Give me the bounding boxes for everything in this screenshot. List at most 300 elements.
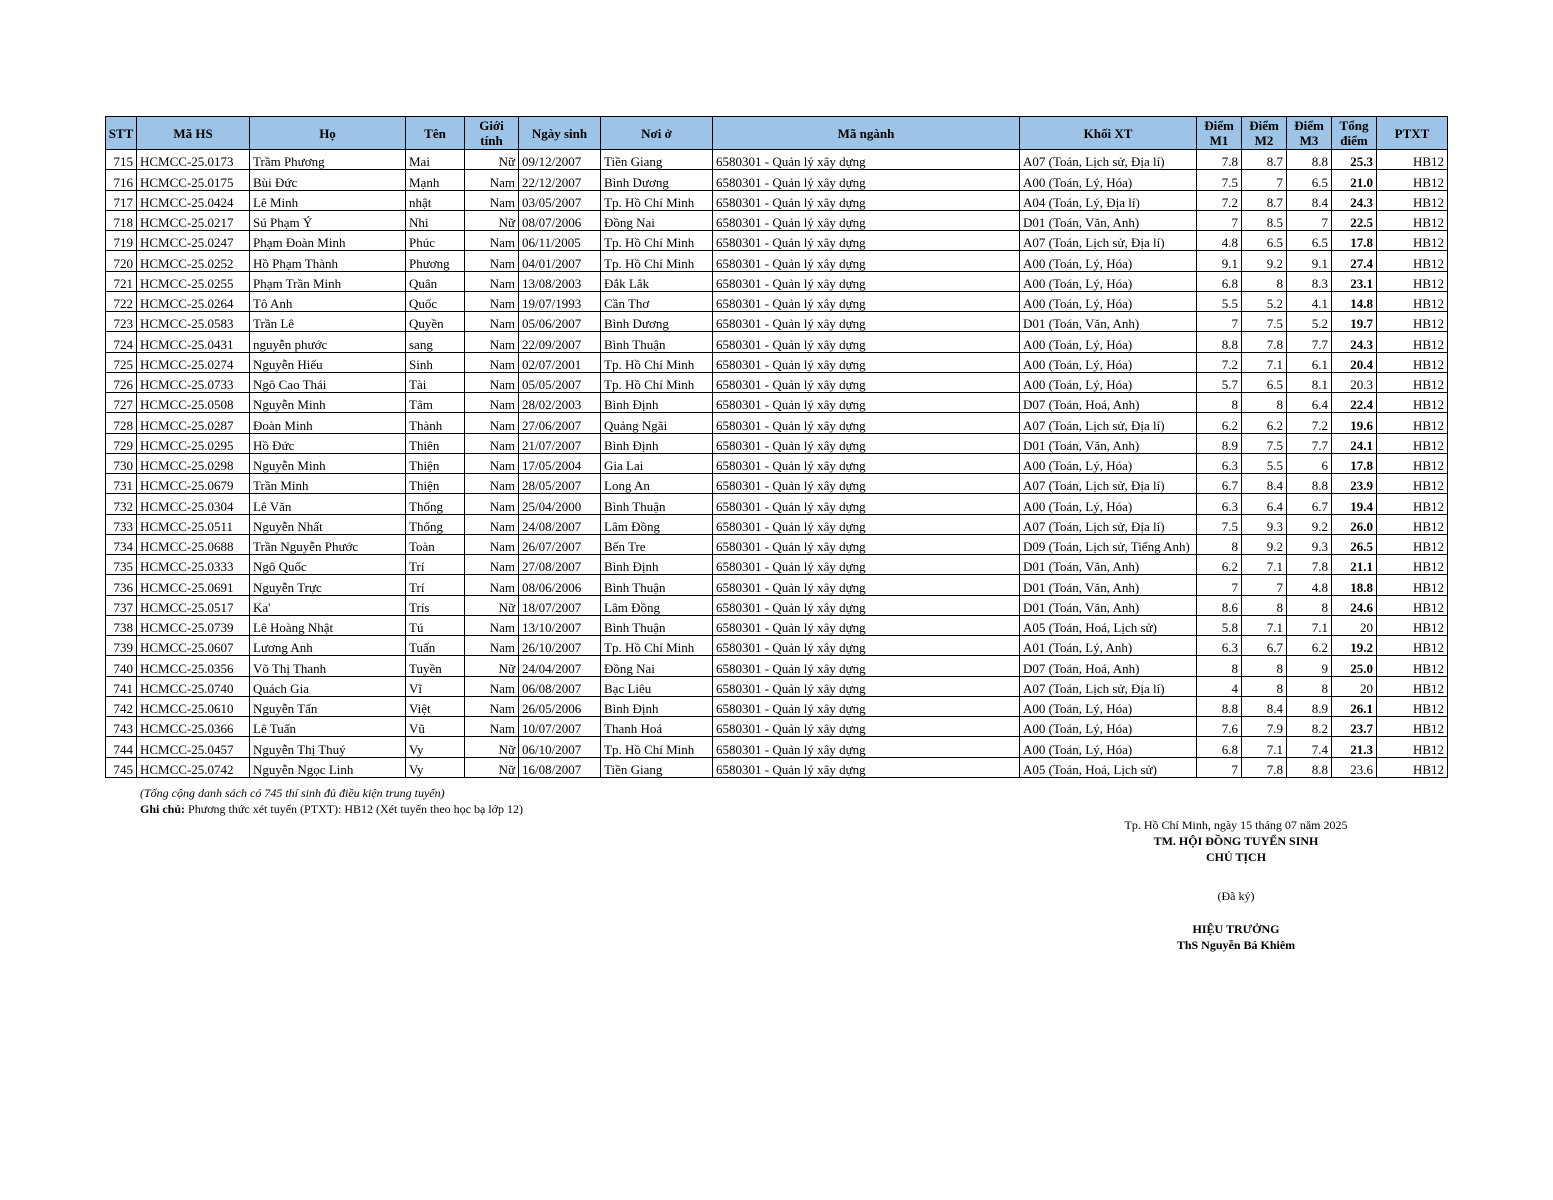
table-row [106, 737, 1448, 757]
table-cell: 734 [106, 534, 137, 554]
table-cell: HCMCC-25.0274 [137, 352, 250, 372]
table-cell: 6580301 - Quản lý xây dựng [713, 393, 1020, 413]
table-cell: Nam [465, 494, 519, 514]
table-cell: HCMCC-25.0252 [137, 251, 250, 271]
table-cell: 20 [1332, 676, 1377, 696]
table-cell: 8 [1287, 676, 1332, 696]
table-cell: 717 [106, 190, 137, 210]
table-cell: HCMCC-25.0508 [137, 393, 250, 413]
table-cell: HB12 [1377, 372, 1448, 392]
table-cell: 6580301 - Quản lý xây dựng [713, 595, 1020, 615]
table-cell: A00 (Toán, Lý, Hóa) [1020, 494, 1197, 514]
signed-mark: (Đã ký) [1217, 889, 1255, 903]
table-cell: 5.2 [1242, 291, 1287, 311]
table-cell: HB12 [1377, 717, 1448, 737]
table-cell: 7.5 [1197, 514, 1242, 534]
table-cell: 7.9 [1242, 717, 1287, 737]
table-cell: A07 (Toán, Lịch sử, Địa lí) [1020, 231, 1197, 251]
table-cell: 6580301 - Quản lý xây dựng [713, 575, 1020, 595]
table-cell: 5.2 [1287, 312, 1332, 332]
table-cell: Quân [406, 271, 465, 291]
table-cell: Tp. Hồ Chí Minh [601, 190, 713, 210]
table-cell: 6.2 [1287, 636, 1332, 656]
table-cell: HB12 [1377, 595, 1448, 615]
table-cell: Nguyễn Hiếu [250, 352, 406, 372]
table-cell: Nam [465, 514, 519, 534]
table-cell: 8.4 [1242, 696, 1287, 716]
table-cell: 7.8 [1242, 332, 1287, 352]
table-cell: 723 [106, 312, 137, 332]
table-cell: Phạm Trần Minh [250, 271, 406, 291]
table-cell: 6580301 - Quản lý xây dựng [713, 312, 1020, 332]
table-cell: 7 [1242, 170, 1287, 190]
table-row [106, 676, 1448, 696]
table-cell: 6 [1287, 453, 1332, 473]
table-cell: HB12 [1377, 352, 1448, 372]
table-cell: 19/07/1993 [519, 291, 601, 311]
table-cell: 6.5 [1242, 231, 1287, 251]
table-cell: Quyền [406, 312, 465, 332]
table-cell: Nguyễn Trực [250, 575, 406, 595]
table-cell: 6580301 - Quản lý xây dựng [713, 372, 1020, 392]
table-cell: 26/07/2007 [519, 534, 601, 554]
table-cell: Hồ Đức [250, 433, 406, 453]
table-cell: Bình Dương [601, 170, 713, 190]
table-cell: Tiền Giang [601, 150, 713, 170]
table-cell: 6580301 - Quản lý xây dựng [713, 636, 1020, 656]
table-cell: 6.8 [1197, 737, 1242, 757]
table-cell: 23.1 [1332, 271, 1377, 291]
table-cell: Nam [465, 534, 519, 554]
table-cell: 719 [106, 231, 137, 251]
table-row [106, 494, 1448, 514]
table-cell: 7.2 [1197, 352, 1242, 372]
table-cell: 14.8 [1332, 291, 1377, 311]
table-cell: 729 [106, 433, 137, 453]
table-cell: 6.5 [1287, 231, 1332, 251]
table-row [106, 291, 1448, 311]
table-cell: Mạnh [406, 170, 465, 190]
table-cell: HCMCC-25.0304 [137, 494, 250, 514]
table-cell: Bình Định [601, 433, 713, 453]
table-cell: Nam [465, 291, 519, 311]
table-cell: 6580301 - Quản lý xây dựng [713, 676, 1020, 696]
table-cell: A00 (Toán, Lý, Hóa) [1020, 170, 1197, 190]
table-cell: Trần Lê [250, 312, 406, 332]
table-row [106, 474, 1448, 494]
table-cell: Thống [406, 494, 465, 514]
table-cell: D01 (Toán, Văn, Anh) [1020, 575, 1197, 595]
table-cell: 6580301 - Quản lý xây dựng [713, 433, 1020, 453]
table-cell: Nam [465, 372, 519, 392]
table-cell: Trần Minh [250, 474, 406, 494]
table-cell: 7 [1242, 575, 1287, 595]
table-cell: 19.4 [1332, 494, 1377, 514]
table-cell: 7 [1197, 575, 1242, 595]
table-cell: 26.1 [1332, 696, 1377, 716]
table-row [106, 575, 1448, 595]
table-cell: 6.3 [1197, 453, 1242, 473]
table-cell: HCMCC-25.0517 [137, 595, 250, 615]
table-cell: HCMCC-25.0607 [137, 636, 250, 656]
table-cell: 731 [106, 474, 137, 494]
table-cell: Lâm Đồng [601, 514, 713, 534]
table-cell: Thiện [406, 453, 465, 473]
table-cell: 715 [106, 150, 137, 170]
table-row [106, 656, 1448, 676]
table-cell: 8.8 [1287, 150, 1332, 170]
table-cell: HB12 [1377, 636, 1448, 656]
table-cell: Vy [406, 757, 465, 777]
table-cell: 6580301 - Quản lý xây dựng [713, 150, 1020, 170]
signer-name: ThS Nguyễn Bá Khiêm [1176, 938, 1296, 952]
column-header: Ngày sinh [519, 117, 601, 150]
table-cell: HCMCC-25.0740 [137, 676, 250, 696]
table-cell: 6.7 [1242, 636, 1287, 656]
table-cell: 7.5 [1197, 170, 1242, 190]
table-cell: 8.5 [1242, 210, 1287, 230]
table-cell: 8 [1242, 656, 1287, 676]
table-cell: HB12 [1377, 413, 1448, 433]
table-cell: 8.6 [1197, 595, 1242, 615]
column-header: Điểm M3 [1287, 117, 1332, 150]
table-cell: Nam [465, 474, 519, 494]
table-cell: 19.2 [1332, 636, 1377, 656]
table-cell: HB12 [1377, 231, 1448, 251]
table-cell: 9.3 [1242, 514, 1287, 534]
table-cell: A07 (Toán, Lịch sử, Địa lí) [1020, 514, 1197, 534]
table-cell: 8.8 [1287, 474, 1332, 494]
table-cell: HB12 [1377, 271, 1448, 291]
table-cell: Nam [465, 251, 519, 271]
table-cell: 21/07/2007 [519, 433, 601, 453]
table-cell: 732 [106, 494, 137, 514]
table-cell: 09/12/2007 [519, 150, 601, 170]
table-cell: 21.3 [1332, 737, 1377, 757]
table-cell: 6580301 - Quản lý xây dựng [713, 453, 1020, 473]
table-cell: HCMCC-25.0457 [137, 737, 250, 757]
table-cell: 22/12/2007 [519, 170, 601, 190]
table-cell: Lê Tuấn [250, 717, 406, 737]
table-cell: 6580301 - Quản lý xây dựng [713, 271, 1020, 291]
table-cell: Nam [465, 696, 519, 716]
table-cell: 6580301 - Quản lý xây dựng [713, 190, 1020, 210]
table-cell: Bình Thuận [601, 494, 713, 514]
table-cell: A00 (Toán, Lý, Hóa) [1020, 737, 1197, 757]
table-cell: 6580301 - Quản lý xây dựng [713, 170, 1020, 190]
table-row [106, 757, 1448, 777]
note-text: Phương thức xét tuyển (PTXT): HB12 (Xét tuyển theo học bạ lớp 12) [185, 802, 523, 816]
table-cell: 25/04/2000 [519, 494, 601, 514]
table-cell: 6580301 - Quản lý xây dựng [713, 291, 1020, 311]
table-cell: HCMCC-25.0424 [137, 190, 250, 210]
table-cell: 6580301 - Quản lý xây dựng [713, 555, 1020, 575]
table-cell: 6580301 - Quản lý xây dựng [713, 251, 1020, 271]
table-cell: 7.6 [1197, 717, 1242, 737]
table-cell: HCMCC-25.0610 [137, 696, 250, 716]
table-cell: Thanh Hoá [601, 717, 713, 737]
table-cell: 05/06/2007 [519, 312, 601, 332]
table-cell: sang [406, 332, 465, 352]
table-cell: 8 [1242, 393, 1287, 413]
table-cell: HCMCC-25.0287 [137, 413, 250, 433]
table-cell: 6580301 - Quản lý xây dựng [713, 656, 1020, 676]
table-cell: HCMCC-25.0691 [137, 575, 250, 595]
table-cell: Nam [465, 676, 519, 696]
table-cell: Tp. Hồ Chí Minh [601, 737, 713, 757]
table-cell: 8.8 [1197, 332, 1242, 352]
table-cell: 6.2 [1197, 555, 1242, 575]
table-cell: 26/10/2007 [519, 636, 601, 656]
table-cell: HB12 [1377, 555, 1448, 575]
table-cell: Tô Anh [250, 291, 406, 311]
table-cell: 18.8 [1332, 575, 1377, 595]
table-cell: 8.8 [1287, 757, 1332, 777]
table-row [106, 555, 1448, 575]
table-cell: 6.2 [1242, 413, 1287, 433]
table-cell: HB12 [1377, 170, 1448, 190]
table-cell: Nữ [465, 757, 519, 777]
table-cell: 5.5 [1197, 291, 1242, 311]
table-cell: Bình Dương [601, 312, 713, 332]
table-row [106, 170, 1448, 190]
table-cell: Vĩ [406, 676, 465, 696]
table-row [106, 696, 1448, 716]
table-cell: Tuấn [406, 636, 465, 656]
table-cell: 19.7 [1332, 312, 1377, 332]
table-cell: 7 [1197, 210, 1242, 230]
table-cell: 23.6 [1332, 757, 1377, 777]
table-row [106, 190, 1448, 210]
table-cell: HCMCC-25.0679 [137, 474, 250, 494]
table-cell: Trầm Phương [250, 150, 406, 170]
table-cell: 22.5 [1332, 210, 1377, 230]
table-cell: 9.3 [1287, 534, 1332, 554]
table-cell: Quốc [406, 291, 465, 311]
table-cell: nhật [406, 190, 465, 210]
table-cell: 6.5 [1287, 170, 1332, 190]
table-cell: 16/08/2007 [519, 757, 601, 777]
table-cell: HB12 [1377, 190, 1448, 210]
table-cell: 741 [106, 676, 137, 696]
table-cell: Tp. Hồ Chí Minh [601, 352, 713, 372]
table-cell: 4.8 [1197, 231, 1242, 251]
table-cell: 8.3 [1287, 271, 1332, 291]
table-cell: 6580301 - Quản lý xây dựng [713, 332, 1020, 352]
table-cell: 27.4 [1332, 251, 1377, 271]
table-cell: 737 [106, 595, 137, 615]
table-cell: Trís [406, 595, 465, 615]
table-cell: 21.1 [1332, 555, 1377, 575]
table-cell: HB12 [1377, 251, 1448, 271]
table-cell: D07 (Toán, Hoá, Anh) [1020, 393, 1197, 413]
table-row [106, 150, 1448, 170]
table-cell: Vy [406, 737, 465, 757]
column-header: Mã HS [137, 117, 250, 150]
table-cell: 27/08/2007 [519, 555, 601, 575]
table-cell: Hồ Phạm Thành [250, 251, 406, 271]
table-cell: 7.5 [1242, 312, 1287, 332]
table-cell: 6.4 [1242, 494, 1287, 514]
table-cell: Bến Tre [601, 534, 713, 554]
table-cell: 730 [106, 453, 137, 473]
table-cell: 6580301 - Quản lý xây dựng [713, 210, 1020, 230]
table-cell: HCMCC-25.0356 [137, 656, 250, 676]
table-cell: Bình Thuận [601, 615, 713, 635]
table-cell: Phạm Đoàn Minh [250, 231, 406, 251]
table-cell: 720 [106, 251, 137, 271]
table-cell: A00 (Toán, Lý, Hóa) [1020, 453, 1197, 473]
table-cell: Phương [406, 251, 465, 271]
signer-title: HIỆU TRƯỞNG [1192, 922, 1280, 936]
table-cell: 6580301 - Quản lý xây dựng [713, 696, 1020, 716]
table-cell: HB12 [1377, 615, 1448, 635]
table-row [106, 595, 1448, 615]
table-cell: 17/05/2004 [519, 453, 601, 473]
table-cell: A07 (Toán, Lịch sử, Địa lí) [1020, 150, 1197, 170]
table-cell: 06/08/2007 [519, 676, 601, 696]
table-cell: A00 (Toán, Lý, Hóa) [1020, 271, 1197, 291]
table-cell: Võ Thị Thanh [250, 656, 406, 676]
table-cell: Toàn [406, 534, 465, 554]
table-cell: 6.1 [1287, 352, 1332, 372]
table-cell: A00 (Toán, Lý, Hóa) [1020, 372, 1197, 392]
table-cell: 8.9 [1197, 433, 1242, 453]
table-row [106, 413, 1448, 433]
column-header: Khối XT [1020, 117, 1197, 150]
table-cell: Nguyễn Tấn [250, 696, 406, 716]
table-cell: 8.7 [1242, 190, 1287, 210]
table-row [106, 393, 1448, 413]
table-cell: 6.3 [1197, 636, 1242, 656]
table-row [106, 534, 1448, 554]
table-cell: 739 [106, 636, 137, 656]
table-cell: 742 [106, 696, 137, 716]
table-cell: HCMCC-25.0264 [137, 291, 250, 311]
table-cell: 728 [106, 413, 137, 433]
table-cell: A07 (Toán, Lịch sử, Địa lí) [1020, 474, 1197, 494]
table-cell: Nam [465, 352, 519, 372]
column-header: Tổng điểm [1332, 117, 1377, 150]
table-cell: 18/07/2007 [519, 595, 601, 615]
table-cell: 8.7 [1242, 150, 1287, 170]
table-cell: 26.0 [1332, 514, 1377, 534]
table-cell: 28/05/2007 [519, 474, 601, 494]
table-cell: 6580301 - Quản lý xây dựng [713, 757, 1020, 777]
table-cell: 23.7 [1332, 717, 1377, 737]
table-cell: Bình Định [601, 696, 713, 716]
table-cell: Nam [465, 312, 519, 332]
table-cell: 22.4 [1332, 393, 1377, 413]
table-cell: 24.3 [1332, 190, 1377, 210]
table-cell: A00 (Toán, Lý, Hóa) [1020, 696, 1197, 716]
table-cell: Nam [465, 453, 519, 473]
table-cell: Nguyễn Minh [250, 453, 406, 473]
table-cell: Mai [406, 150, 465, 170]
table-cell: 19.6 [1332, 413, 1377, 433]
method-note [140, 802, 523, 816]
table-cell: 8 [1197, 393, 1242, 413]
table-cell: 6.2 [1197, 413, 1242, 433]
table-cell: 721 [106, 271, 137, 291]
table-row [106, 271, 1448, 291]
place-date: Tp. Hồ Chí Minh, ngày 15 tháng 07 năm 2025 [1124, 818, 1348, 832]
table-cell: 08/07/2006 [519, 210, 601, 230]
table-cell: Lương Anh [250, 636, 406, 656]
table-cell: 26.5 [1332, 534, 1377, 554]
table-cell: Trí [406, 575, 465, 595]
table-cell: D01 (Toán, Văn, Anh) [1020, 210, 1197, 230]
table-cell: 7.2 [1197, 190, 1242, 210]
table-cell: Nam [465, 332, 519, 352]
table-cell: HCMCC-25.0739 [137, 615, 250, 635]
table-cell: HCMCC-25.0431 [137, 332, 250, 352]
table-cell: Thiện [406, 474, 465, 494]
table-cell: Nguyễn Nhất [250, 514, 406, 534]
table-cell: A00 (Toán, Lý, Hóa) [1020, 717, 1197, 737]
table-cell: 735 [106, 555, 137, 575]
table-cell: 05/05/2007 [519, 372, 601, 392]
table-cell: Thống [406, 514, 465, 534]
table-row [106, 372, 1448, 392]
table-cell: Bình Định [601, 393, 713, 413]
table-cell: Nữ [465, 737, 519, 757]
table-cell: Nguyễn Thị Thuý [250, 737, 406, 757]
table-cell: 4.1 [1287, 291, 1332, 311]
table-cell: 24.1 [1332, 433, 1377, 453]
table-cell: Tp. Hồ Chí Minh [601, 636, 713, 656]
table-cell: 724 [106, 332, 137, 352]
table-cell: 9.2 [1242, 251, 1287, 271]
column-header: Tên [406, 117, 465, 150]
table-cell: Đồng Nai [601, 210, 713, 230]
table-cell: 8 [1242, 271, 1287, 291]
admission-table [105, 116, 1448, 778]
table-row [106, 312, 1448, 332]
table-cell: 8 [1287, 595, 1332, 615]
table-cell: Bạc Liêu [601, 676, 713, 696]
table-cell: Tp. Hồ Chí Minh [601, 251, 713, 271]
table-cell: 7.8 [1242, 757, 1287, 777]
table-row [106, 514, 1448, 534]
table-cell: HCMCC-25.0733 [137, 372, 250, 392]
table-cell: Bình Thuận [601, 575, 713, 595]
table-cell: HCMCC-25.0742 [137, 757, 250, 777]
table-cell: 740 [106, 656, 137, 676]
table-cell: 7.8 [1287, 555, 1332, 575]
table-cell: HCMCC-25.0583 [137, 312, 250, 332]
table-cell: 9.2 [1287, 514, 1332, 534]
table-cell: 8.4 [1242, 474, 1287, 494]
table-cell: 04/01/2007 [519, 251, 601, 271]
table-cell: Nam [465, 575, 519, 595]
table-cell: 6580301 - Quản lý xây dựng [713, 615, 1020, 635]
table-cell: 6.4 [1287, 393, 1332, 413]
table-cell: 6580301 - Quản lý xây dựng [713, 474, 1020, 494]
table-cell: HB12 [1377, 210, 1448, 230]
table-cell: Nam [465, 393, 519, 413]
table-cell: 6580301 - Quản lý xây dựng [713, 534, 1020, 554]
table-cell: HB12 [1377, 737, 1448, 757]
table-cell: 722 [106, 291, 137, 311]
table-row [106, 433, 1448, 453]
table-cell: 8 [1242, 595, 1287, 615]
table-cell: 20.3 [1332, 372, 1377, 392]
table-cell: 744 [106, 737, 137, 757]
table-cell: HCMCC-25.0247 [137, 231, 250, 251]
table-body [106, 150, 1448, 778]
table-cell: 28/02/2003 [519, 393, 601, 413]
